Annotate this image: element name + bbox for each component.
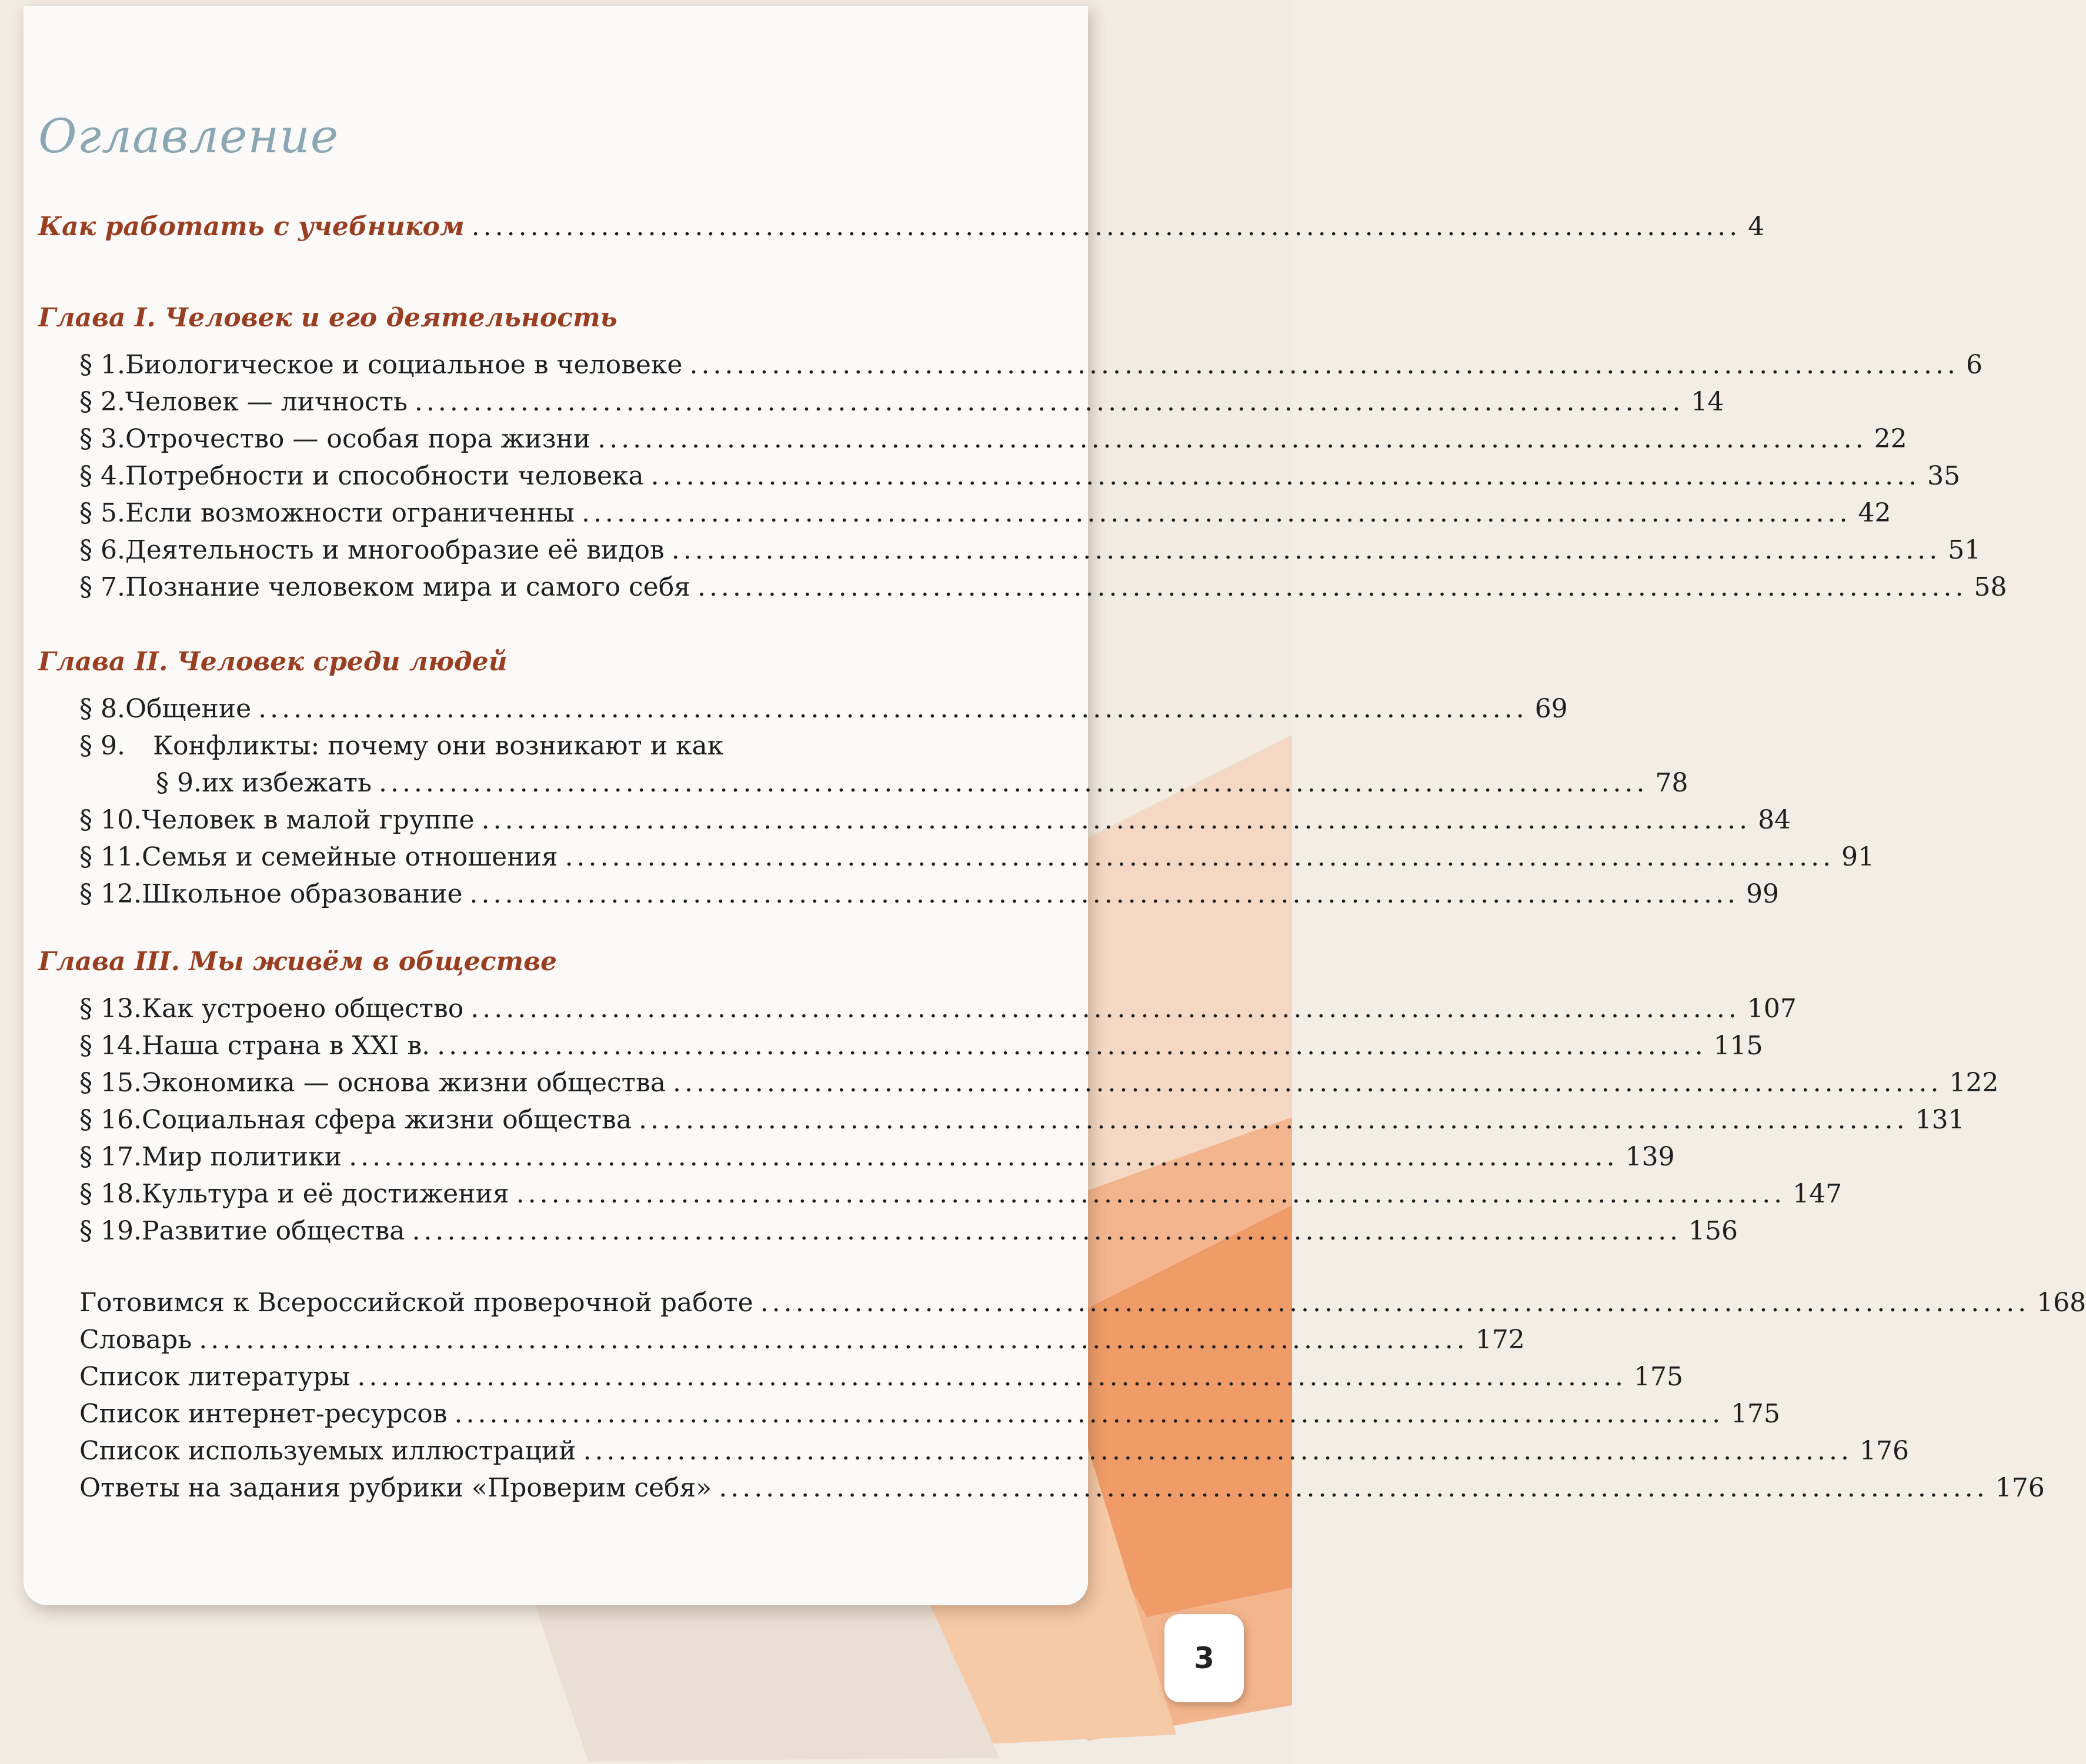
toc-page-number: 91	[1841, 842, 1875, 872]
section-title: Экономика — основа жизни общества	[141, 1068, 666, 1098]
toc-page-number: 172	[1475, 1325, 1525, 1355]
leader-dots: ............................................................................................................	[258, 694, 1528, 724]
toc-page-number: 122	[1949, 1068, 1999, 1098]
section-title: Социальная сфера жизни общества	[141, 1105, 632, 1135]
toc-page-number: 168	[2037, 1288, 2086, 1318]
toc-page-number: 22	[1874, 424, 1907, 454]
section-number: § 5.	[79, 498, 125, 528]
section-title: Деятельность и многообразие её видов	[125, 535, 665, 565]
toc-page-number: 99	[1746, 879, 1780, 909]
section-title: Список интернет-ресурсов	[79, 1399, 448, 1429]
leader-dots: ............................................................................................................	[414, 387, 1684, 417]
section-number: § 16.	[79, 1105, 142, 1135]
toc-page-number: 156	[1688, 1216, 1738, 1246]
leader-dots: ............................................................................................................	[760, 1288, 2030, 1318]
section-title: Школьное образование	[141, 879, 463, 909]
toc-section-row[interactable]	[79, 842, 1875, 877]
toc-page-number: 175	[1633, 1362, 1683, 1392]
section-title: Отрочество — особая пора жизни	[125, 424, 591, 454]
section-number: § 14.	[79, 1031, 142, 1061]
toc-section-row[interactable]	[79, 498, 1891, 533]
toc-page-number: 176	[1995, 1473, 2045, 1503]
chapter-2-heading: Глава II. Человек среди людей	[38, 647, 508, 677]
toc-section-row[interactable]	[79, 350, 1982, 385]
section-title: Человек в малой группе	[141, 805, 475, 835]
section-number: § 7.	[79, 572, 125, 602]
section-number: § 10.	[79, 805, 142, 835]
leader-dots: ............................................................................................................	[469, 879, 1740, 909]
section-title: Мир политики	[141, 1142, 342, 1172]
toc-intro-text: Как работать с учебником	[38, 212, 465, 242]
section-number: § 8.	[79, 694, 125, 724]
toc-page-number: 14	[1691, 387, 1724, 417]
leader-dots: ............................................................................................................	[357, 1362, 1627, 1392]
leader-dots: ............................................................................................................	[437, 1031, 1707, 1061]
toc-appendix-row[interactable]	[79, 1362, 1683, 1397]
toc-page-number: 84	[1758, 805, 1791, 835]
toc-page-number: 175	[1731, 1399, 1781, 1429]
toc-section-row[interactable]	[79, 805, 1791, 840]
toc-page-number: 147	[1793, 1179, 1843, 1209]
toc-appendix-row[interactable]	[79, 1288, 2086, 1323]
leader-dots: ............................................................................................................	[650, 461, 1921, 491]
toc-page-number: 35	[1927, 461, 1961, 491]
section-number: § 18.	[79, 1179, 142, 1209]
section-number: § 2.	[79, 387, 125, 417]
section-number: § 15.	[79, 1068, 142, 1098]
toc-page-number: 107	[1747, 994, 1797, 1024]
section-title: Наша страна в XXI в.	[141, 1031, 430, 1061]
section-title: Конфликты: почему они возникают и как	[153, 731, 724, 761]
leader-dots: ............................................................................................................	[639, 1105, 1908, 1135]
leader-dots: ............................................................................................................	[470, 994, 1740, 1024]
toc-appendix-row[interactable]	[79, 1436, 1909, 1471]
section-number: § 13.	[79, 994, 142, 1024]
section-title: Список литературы	[79, 1362, 351, 1392]
leader-dots: ............................................................................................................	[516, 1179, 1786, 1209]
leader-dots: ............................................................................................................	[598, 424, 1867, 454]
leader-dots: ............................................................................................................	[719, 1473, 1988, 1503]
leader-dots: ............................................................................................................	[199, 1325, 1468, 1355]
toc-page-number: 131	[1915, 1105, 1965, 1135]
toc-appendix-row[interactable]	[79, 1325, 1525, 1360]
leader-dots: ............................................................................................................	[689, 350, 1959, 380]
toc-page-number: 78	[1655, 768, 1688, 798]
toc-page-number: 6	[1965, 350, 1982, 380]
toc-page-number: 176	[1860, 1436, 1909, 1466]
toc-section-row-continued[interactable]	[156, 768, 1688, 803]
leader-dots: ............................................................................................................	[471, 212, 1741, 242]
section-title: их избежать	[201, 768, 372, 798]
toc-section-row[interactable]	[79, 731, 1064, 766]
toc-section-row[interactable]	[79, 879, 1780, 914]
toc-section-row[interactable]	[79, 1142, 1675, 1177]
toc-section-row[interactable]	[79, 535, 1981, 570]
section-title: Если возможности ограниченны	[125, 498, 575, 528]
leader-dots: ............................................................................................................	[412, 1216, 1682, 1246]
section-number: § 9.	[79, 731, 125, 761]
toc-section-row[interactable]	[79, 1105, 1965, 1140]
section-title: Биологическое и социальное в человеке	[125, 350, 683, 380]
section-number: § 9.	[156, 768, 202, 798]
leader-dots: ............................................................................................................	[697, 572, 1967, 602]
toc-section-row[interactable]	[79, 387, 1724, 422]
leader-dots: ............................................................................................................	[349, 1142, 1618, 1172]
toc-section-row[interactable]	[79, 424, 1907, 459]
toc-section-row[interactable]	[79, 461, 1961, 496]
section-title: Готовимся к Всероссийской проверочной работе	[79, 1288, 753, 1318]
section-title: Семья и семейные отношения	[141, 842, 558, 872]
section-title: Общение	[125, 694, 252, 724]
leader-dots: ............................................................................................................	[581, 498, 1851, 528]
toc-page-number: 42	[1858, 498, 1891, 528]
section-title: Познание человеком мира и самого себя	[125, 572, 690, 602]
page-number-badge: 3	[1164, 1614, 1244, 1702]
section-title: Развитие общества	[141, 1216, 405, 1246]
toc-section-row[interactable]	[79, 572, 2007, 607]
section-title: Культура и её достижения	[141, 1179, 509, 1209]
leader-dots: ............................................................................................................	[481, 805, 1751, 835]
leader-dots: ............................................................................................................	[583, 1436, 1853, 1466]
page-title: Оглавление	[38, 109, 339, 163]
section-number: § 4.	[79, 461, 125, 491]
toc-page-number: 115	[1713, 1031, 1763, 1061]
section-number: § 1.	[79, 350, 125, 380]
toc-page-number: 69	[1534, 694, 1568, 724]
section-number: § 12.	[79, 879, 142, 909]
section-number: § 3.	[79, 424, 125, 454]
section-title: Ответы на задания рубрики «Проверим себя»	[79, 1473, 712, 1503]
toc-appendix-row[interactable]	[79, 1473, 2045, 1508]
toc-section-row[interactable]	[79, 1179, 1843, 1214]
section-number: § 6.	[79, 535, 125, 565]
section-title: Список используемых иллюстраций	[79, 1436, 576, 1466]
leader-dots: ............................................................................................................	[565, 842, 1835, 872]
toc-section-row[interactable]	[79, 1216, 1738, 1251]
section-number: § 17.	[79, 1142, 142, 1172]
toc-intro-row[interactable]	[38, 212, 1765, 247]
section-number: § 19.	[79, 1216, 142, 1246]
toc-section-row[interactable]	[79, 694, 1568, 729]
chapter-3-heading: Глава III. Мы живём в обществе	[38, 947, 557, 977]
leader-dots: ............................................................................................................	[673, 1068, 1943, 1098]
toc-appendix-row[interactable]	[79, 1399, 1781, 1434]
section-number: § 11.	[79, 842, 142, 872]
toc-page-number: 139	[1625, 1142, 1675, 1172]
chapter-1-heading: Глава I. Человек и его деятельность	[38, 303, 618, 333]
toc-page-number: 51	[1948, 535, 1981, 565]
toc-section-row[interactable]	[79, 1031, 1763, 1066]
leader-dots: ............................................................................................................	[378, 768, 1648, 798]
toc-page-number: 4	[1748, 212, 1765, 242]
section-title: Человек — личность	[125, 387, 408, 417]
toc-section-row[interactable]	[79, 994, 1797, 1029]
section-title: Как устроено общество	[141, 994, 464, 1024]
toc-section-row[interactable]	[79, 1068, 1999, 1103]
toc-page-number: 58	[1974, 572, 2007, 602]
leader-dots: ............................................................................................................	[671, 535, 1941, 565]
section-title: Потребности и способности человека	[125, 461, 644, 491]
section-title: Словарь	[79, 1325, 192, 1355]
leader-dots: ............................................................................................................	[454, 1399, 1724, 1429]
